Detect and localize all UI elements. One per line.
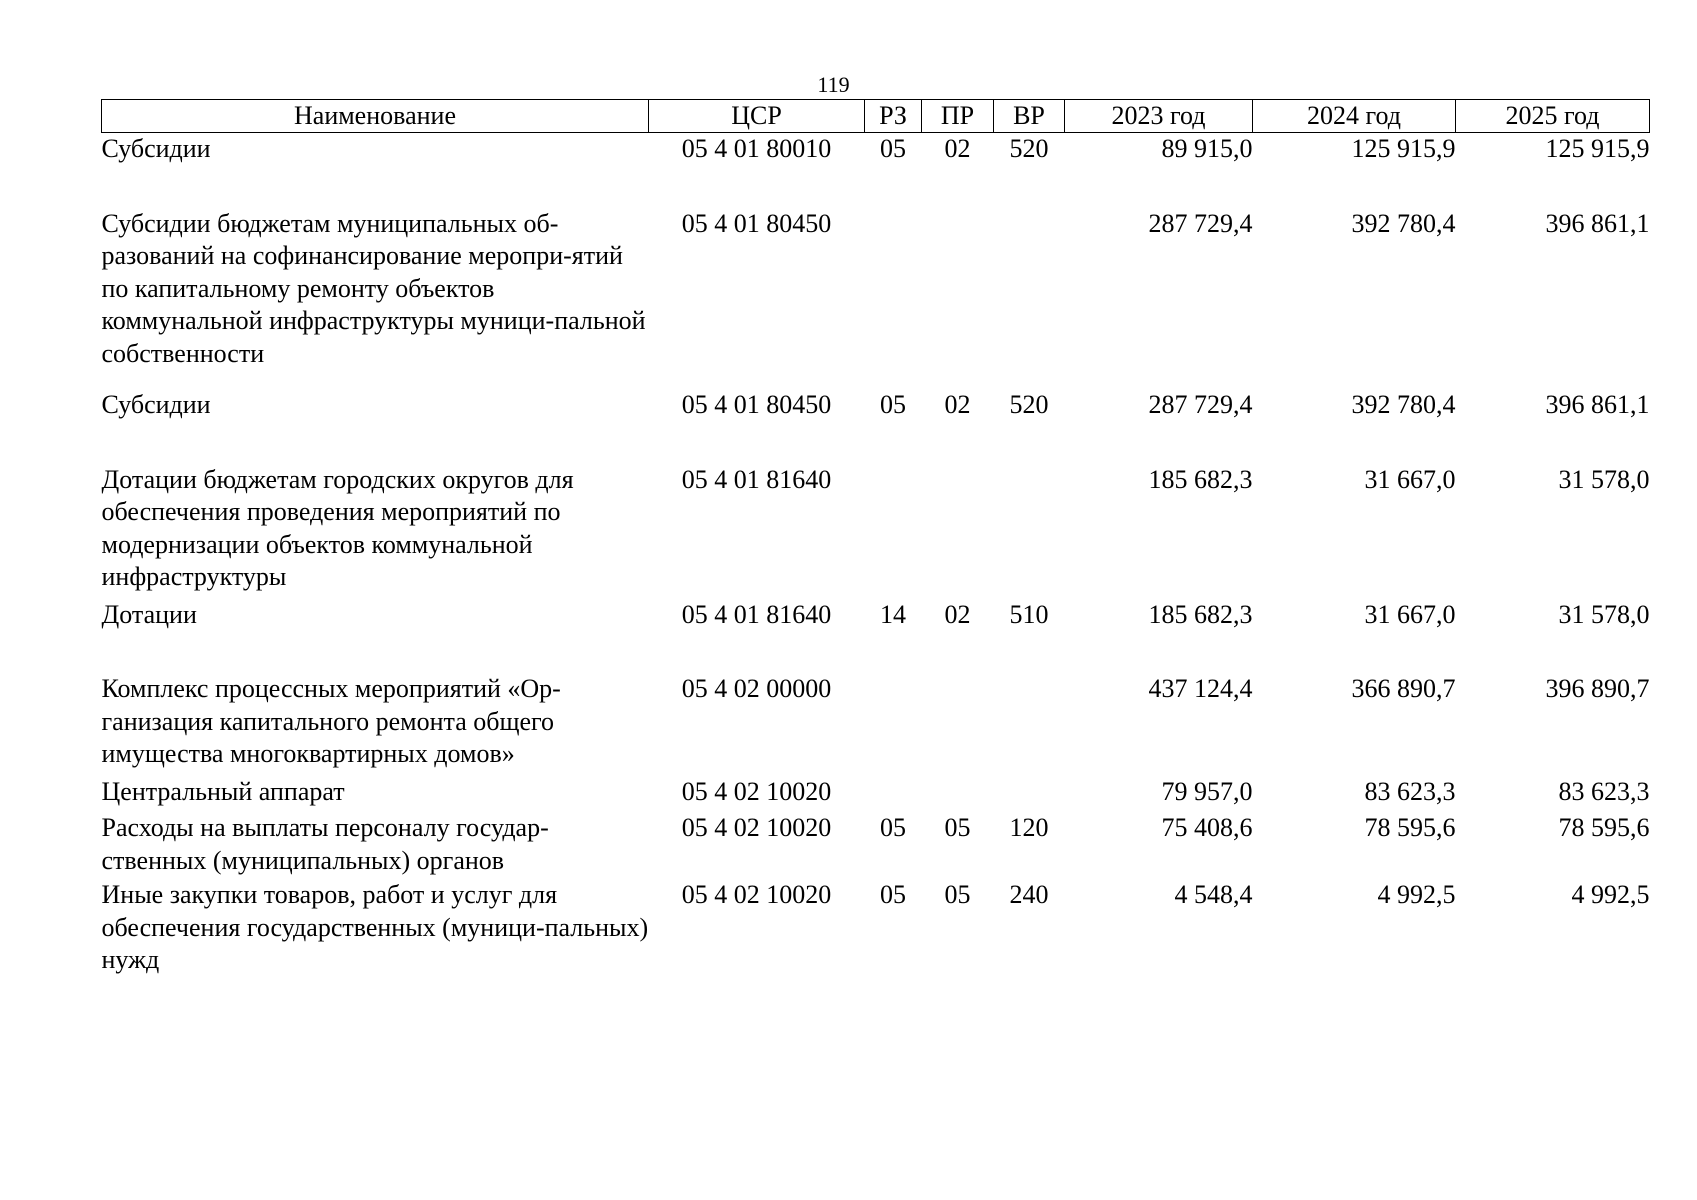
row-2023: 185 682,3 bbox=[1148, 599, 1253, 629]
header-vr: ВР bbox=[994, 100, 1065, 133]
row-name: Центральный аппарат bbox=[101, 776, 345, 806]
row-2024: 78 595,6 bbox=[1364, 813, 1456, 842]
row-2024: 392 780,4 bbox=[1351, 208, 1456, 238]
row-2024: 31 667,0 bbox=[1364, 464, 1456, 494]
row-pr: 02 bbox=[944, 599, 971, 629]
table-row bbox=[102, 464, 1650, 599]
row-2024: 392 780,4 bbox=[1351, 390, 1456, 419]
row-name: Субсидии bbox=[101, 390, 211, 419]
row-2023: 75 408,6 bbox=[1161, 813, 1253, 842]
row-pr: 02 bbox=[944, 390, 971, 419]
table-row bbox=[102, 776, 1650, 813]
row-2024: 366 890,7 bbox=[1351, 674, 1456, 703]
row-rz bbox=[865, 464, 922, 599]
row-2025: 31 578,0 bbox=[1558, 464, 1650, 494]
row-2025: 125 915,9 bbox=[1545, 134, 1650, 163]
row-csr: 05 4 01 80450 bbox=[681, 208, 832, 238]
row-vr bbox=[994, 776, 1065, 813]
row-name: Дотации бюджетам городских округов для обеспечения проведения мероприятий по модернизации объектов коммунальной инфраструктуры bbox=[101, 464, 574, 591]
row-2025: 4 992,5 bbox=[1571, 880, 1650, 909]
row-csr: 05 4 01 80010 bbox=[681, 134, 832, 163]
row-vr bbox=[994, 208, 1065, 390]
row-csr: 05 4 01 81640 bbox=[681, 599, 832, 629]
row-2024: 83 623,3 bbox=[1364, 776, 1456, 806]
header-2024: 2024 год bbox=[1253, 100, 1456, 133]
row-pr bbox=[922, 464, 994, 599]
row-name: Иные закупки товаров, работ и услуг для обеспечения государственных (муници-пальных) нужд bbox=[101, 880, 649, 974]
row-vr: 120 bbox=[1009, 813, 1049, 842]
row-csr: 05 4 02 10020 bbox=[681, 880, 832, 909]
row-vr bbox=[994, 464, 1065, 599]
budget-table bbox=[101, 99, 1650, 981]
row-pr bbox=[922, 673, 994, 776]
row-2023: 89 915,0 bbox=[1161, 134, 1253, 163]
row-rz: 05 bbox=[880, 880, 906, 909]
header-2025: 2025 год bbox=[1456, 100, 1650, 133]
row-rz: 05 bbox=[880, 134, 906, 163]
row-csr: 05 4 01 81640 bbox=[681, 464, 832, 494]
table-row bbox=[102, 812, 1650, 879]
row-2025: 78 595,6 bbox=[1558, 813, 1650, 842]
table-row bbox=[102, 673, 1650, 776]
row-name: Дотации bbox=[101, 599, 197, 629]
row-2024: 31 667,0 bbox=[1364, 599, 1456, 629]
row-2025: 396 861,1 bbox=[1545, 208, 1650, 238]
row-name: Субсидии bbox=[101, 134, 211, 163]
row-2025: 83 623,3 bbox=[1558, 776, 1650, 806]
row-name: Субсидии бюджетам муниципальных об-разований на софинансирование меропри-ятий по капитальному ремонту объектов коммунальной инфраструктуры муници-пальной собственности bbox=[101, 208, 646, 368]
row-rz: 14 bbox=[880, 599, 906, 629]
table-row bbox=[102, 133, 1650, 208]
row-2025: 396 890,7 bbox=[1545, 674, 1650, 703]
row-pr: 05 bbox=[944, 813, 971, 842]
row-vr bbox=[994, 673, 1065, 776]
row-name: Комплекс процессных мероприятий «Ор-ганизация капитального ремонта общего имущества многоквартирных домов» bbox=[101, 674, 561, 768]
row-pr: 05 bbox=[944, 880, 971, 909]
table-row bbox=[102, 599, 1650, 674]
row-vr: 520 bbox=[1009, 134, 1049, 163]
row-pr: 02 bbox=[944, 134, 971, 163]
page-number: 119 bbox=[817, 72, 850, 97]
row-rz: 05 bbox=[880, 390, 906, 419]
table-row bbox=[102, 208, 1650, 390]
row-2023: 4 548,4 bbox=[1174, 880, 1253, 909]
row-vr: 510 bbox=[1009, 599, 1049, 629]
row-2024: 4 992,5 bbox=[1377, 880, 1456, 909]
header-pr: ПР bbox=[922, 100, 994, 133]
row-csr: 05 4 02 10020 bbox=[681, 776, 832, 806]
row-2023: 287 729,4 bbox=[1148, 390, 1253, 419]
row-2025: 396 861,1 bbox=[1545, 390, 1650, 419]
header-2023: 2023 год bbox=[1065, 100, 1253, 133]
row-pr bbox=[922, 208, 994, 390]
row-csr: 05 4 02 10020 bbox=[681, 813, 832, 842]
row-name: Расходы на выплаты персоналу государ-ственных (муниципальных) органов bbox=[101, 813, 549, 875]
row-vr: 240 bbox=[1009, 880, 1049, 909]
row-rz bbox=[865, 673, 922, 776]
row-csr: 05 4 02 00000 bbox=[681, 674, 832, 703]
row-2023: 287 729,4 bbox=[1148, 208, 1253, 238]
header-csr: ЦСР bbox=[649, 100, 865, 133]
table-row bbox=[102, 389, 1650, 464]
row-2023: 79 957,0 bbox=[1161, 776, 1253, 806]
row-2025: 31 578,0 bbox=[1558, 599, 1650, 629]
header-name: Наименование bbox=[102, 100, 649, 133]
row-vr: 520 bbox=[1009, 390, 1049, 419]
table-header-row bbox=[102, 100, 1650, 133]
row-rz: 05 bbox=[880, 813, 906, 842]
row-rz bbox=[865, 208, 922, 390]
table-row bbox=[102, 879, 1650, 981]
row-rz bbox=[865, 776, 922, 813]
row-pr bbox=[922, 776, 994, 813]
header-rz: РЗ bbox=[865, 100, 922, 133]
row-2024: 125 915,9 bbox=[1351, 134, 1456, 163]
row-2023: 185 682,3 bbox=[1148, 464, 1253, 494]
row-csr: 05 4 01 80450 bbox=[681, 390, 832, 419]
row-2023: 437 124,4 bbox=[1148, 674, 1253, 703]
